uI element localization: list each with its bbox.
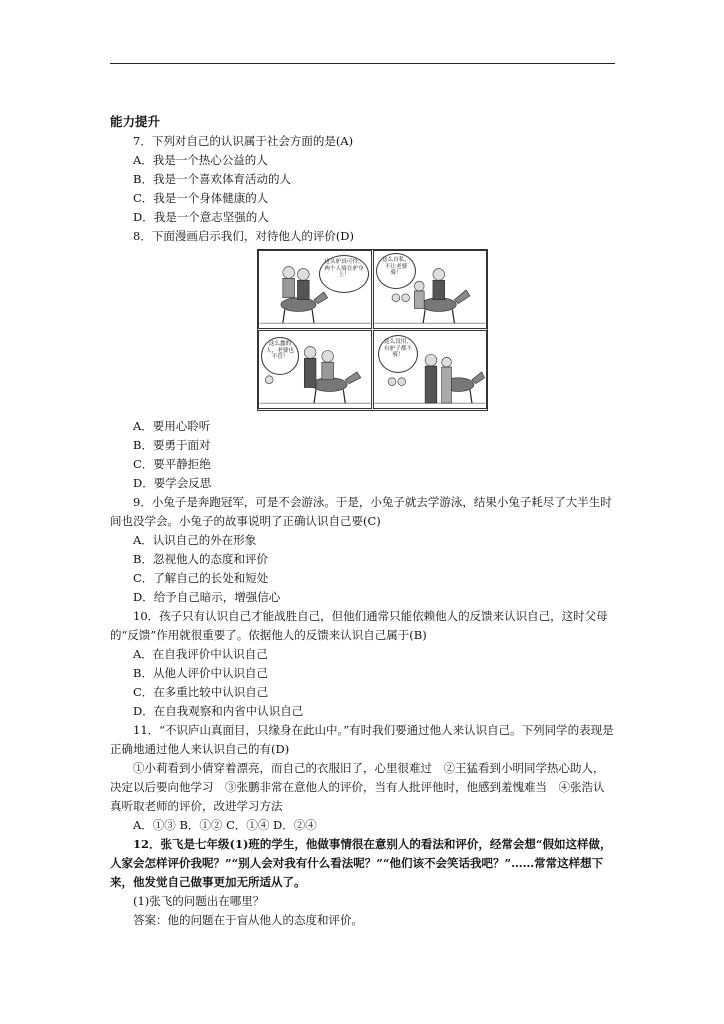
question-stem: 7．下列对自己的认识属于社会方面的是(A) <box>133 134 354 148</box>
option: D．要学会反思 <box>133 476 212 490</box>
option: C．要平静拒绝 <box>133 457 211 471</box>
speech-bubble: 这么自私，不让老婆骑！ <box>376 253 416 289</box>
option: A．要用心聆听 <box>133 419 211 433</box>
question-stem: 8．下面漫画启示我们，对待他人的评价(D) <box>133 229 355 243</box>
question-8 <box>110 227 615 493</box>
speech-bubble: 这么蠢的人，老婆也不管！ <box>261 337 299 375</box>
question-10 <box>110 607 615 721</box>
option: C．在多重比较中认识自己 <box>133 685 269 699</box>
question-7 <box>110 132 615 227</box>
option: A．认识自己的外在形象 <box>133 533 257 547</box>
option: D．我是一个意志坚强的人 <box>133 210 269 224</box>
page-content <box>110 112 615 930</box>
option: B．要勇于面对 <box>133 438 211 452</box>
question-stem: 11．“不识庐山真面目，只缘身在此山中。”有时我们要通过他人来认识自己。下列同学的表现是正确地通过他人来认识自己的有(D) <box>110 723 614 756</box>
option: A．在自我评价中认识自己 <box>133 647 268 661</box>
option: D．在自我观察和内省中认识自己 <box>133 704 304 718</box>
question-items: ①小莉看到小倩穿着漂亮，而自己的衣服旧了，心里很难过 ②王猛看到小明同学热心助人，决定以后要向他学习 ③张鹏非常在意他人的评价，当有人批评他时，他感到羞愧难当 ④张浩认真听取老师的评价，改进学习方法 <box>110 761 605 813</box>
option: B．我是一个喜欢体育活动的人 <box>133 172 291 186</box>
option-row: A．①③ B．①② C．①④ D．②④ <box>133 818 317 832</box>
option: C．我是一个身体健康的人 <box>133 191 269 205</box>
speech-bubble: 这头驴真可怜，两个人骑在驴身上！ <box>319 255 369 293</box>
cartoon-panel-4 <box>373 330 487 409</box>
question-12 <box>110 835 615 930</box>
cartoon-panel-1 <box>258 250 372 329</box>
option: A．我是一个热心公益的人 <box>133 153 268 167</box>
question-11 <box>110 721 615 835</box>
option: C．了解自己的长处和短处 <box>133 571 269 585</box>
question-stem: 9．小兔子是奔跑冠军，可是不会游泳。于是，小兔子就去学游泳，结果小兔子耗尽了大半生时间也没学会。小兔子的故事说明了正确认识自己要(C) <box>110 495 612 528</box>
sub-question: (1)张飞的问题出在哪里？ <box>133 894 265 908</box>
option: D．给予自己暗示，增强信心 <box>133 590 281 604</box>
question-stem: 10．孩子只有认识自己才能战胜自己，但他们通常只能依赖他人的反馈来认识自己，这时父母的“反馈”作用就很重要了。依据他人的反馈来认识自己属于(B) <box>110 609 608 642</box>
question-9 <box>110 493 615 607</box>
cartoon-panel-3 <box>258 330 372 409</box>
answer-text: 答案：他的问题在于盲从他人的态度和评价。 <box>133 913 363 927</box>
cartoon-panel-2 <box>373 250 487 329</box>
speech-bubble: 这么没用，有驴子都不骑！ <box>378 335 418 373</box>
question-stem: 12．张飞是七年级(1)班的学生，他做事情很在意别人的看法和评价，经常会想“假如这样做，人家会怎样评价我呢？”“别人会对我有什么看法呢？”“他们该不会笑话我吧？”……常常这样想下来，他发觉自己做事更加无所适从了。 <box>110 837 612 889</box>
section-title: 能力提升 <box>110 114 161 129</box>
option: B．忽视他人的态度和评价 <box>133 552 268 566</box>
cartoon-image <box>257 249 488 411</box>
option: B．从他人评价中认识自己 <box>133 666 268 680</box>
header-rule <box>110 63 615 64</box>
